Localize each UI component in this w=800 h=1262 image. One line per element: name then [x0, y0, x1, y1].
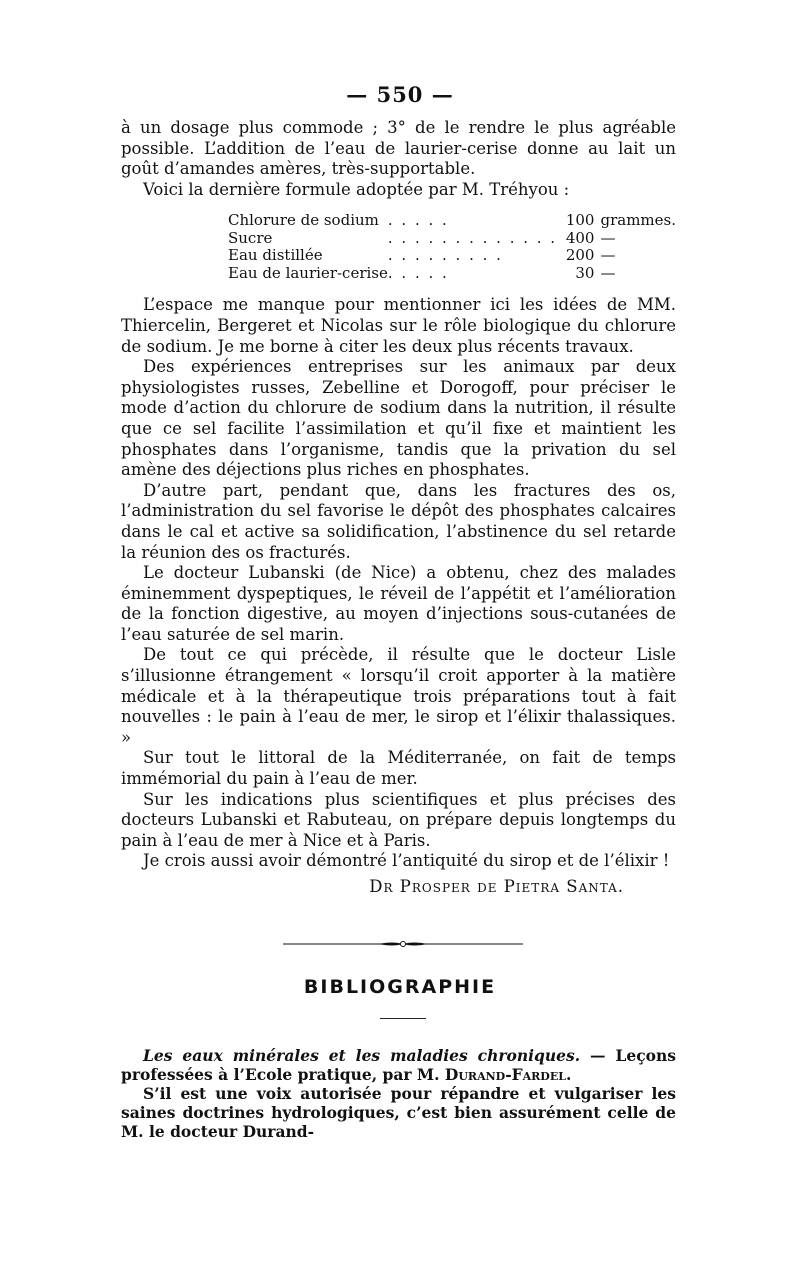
formula-row	[228, 265, 676, 283]
main-text	[121, 118, 676, 898]
biblio-title: Les eaux minérales et les maladies chroniques.	[143, 1046, 581, 1065]
formula-ingredient: Sucre	[228, 228, 273, 247]
biblio-author: Durand-Fardel.	[444, 1065, 572, 1084]
formula-quantity: 30	[575, 263, 595, 282]
formula-quantity: 200	[565, 246, 595, 265]
biblio-citation-text: — Leçons professées à l’Ecole pratique, par M.	[121, 1046, 676, 1084]
formula-row	[228, 212, 676, 230]
paragraph: Le docteur Lubanski (de Nice) a obtenu, chez des malades éminemment dyspeptiques, le réveil de l’appétit et l’amélioration de la fonction digestive, au moyen d’injections sous-cutanées de l’eau saturée de sel marin.	[121, 563, 676, 644]
signature: Dr Prosper de Pietra Santa.	[369, 877, 624, 896]
paragraph: L’espace me manque pour mentionner ici les idées de MM. Thiercelin, Bergeret et Nicolas sur le rôle biologique du chlorure de sodium. Je me borne à citer les deux plus récents travaux.	[121, 295, 676, 356]
formula-row	[228, 247, 676, 265]
formula-unit: —	[600, 228, 616, 247]
paragraph: Voici la dernière formule adoptée par M. Tréhyou :	[143, 179, 570, 199]
formula-dots: . . . . .	[387, 211, 449, 230]
paragraph: D’autre part, pendant que, dans les fractures des os, l’administration du sel favorise le dépôt des phosphates calcaires dans le cal et active sa solidification, l’abstinence du sel retarde la réunion des os fracturés.	[121, 480, 676, 562]
paragraph: De tout ce qui précède, il résulte que le docteur Lisle s’illusionne étrangement « lorsqu’il croit apporter à la matière médicale et à la thérapeutique trois préparations tout à fait nouvelles : le pain à l’eau de mer, le sirop et l’élixir thalassiques. »	[121, 645, 676, 747]
formula-ingredient: Eau distillée	[228, 246, 323, 265]
formula-quantity: 400	[565, 228, 595, 247]
formula-dots: . . . . . . . . .	[387, 246, 503, 265]
formula-ingredient: Eau de laurier-cerise	[228, 263, 388, 282]
formula-unit: —	[600, 246, 616, 265]
bibliography-entry	[121, 1046, 676, 1141]
paragraph: Des expériences entreprises sur les animaux par deux physiologistes russes, Zebelline et Dorogoff, pour préciser le mode d’action du chlorure de sodium dans la nutrition, il résulte que ce sel facilite l’assimilation et qu’il fixe et maintient les phosphates dans l’organisme, tandis que la privation du sel amène des déjections plus riches en phosphates.	[121, 357, 676, 480]
formula-quantity: 100	[565, 211, 595, 230]
formula-table	[228, 212, 676, 282]
section-heading: BIBLIOGRAPHIE	[303, 976, 497, 998]
formula-dots: . . . . . . . . . . . . .	[387, 228, 558, 247]
formula-unit: grammes.	[600, 211, 676, 230]
paragraph: à un dosage plus commode ; 3° de le rendre le plus agréable possible. L’addition de l’eau de laurier-cerise donne au lait un goût d’amandes amères, très-supportable.	[121, 118, 676, 179]
paragraph: Sur tout le littoral de la Méditerranée, on fait de temps immémorial du pain à l’eau de mer.	[121, 748, 676, 789]
paragraph: Sur les indications plus scientifiques et plus précises des docteurs Lubanski et Rabuteau, on prépare depuis longtemps du pain à l’eau de mer à Nice et à Paris.	[121, 789, 676, 850]
page-number: — 550 —	[346, 82, 454, 107]
divider	[380, 1018, 426, 1019]
formula-row	[228, 230, 676, 248]
paragraph: Je crois aussi avoir démontré l’antiquité du sirop et de l’élixir !	[143, 851, 670, 871]
formula-ingredient: Chlorure de sodium	[228, 211, 379, 230]
biblio-citation	[121, 1046, 676, 1084]
formula-dots: . . . . .	[387, 263, 449, 282]
biblio-paragraph: S’il est une voix autorisée pour répandre et vulgariser les saines doctrines hydrologiques, c’est bien assurément celle de M. le docteur Durand-	[121, 1084, 676, 1141]
ornamental-rule	[283, 941, 523, 947]
formula-unit: —	[600, 263, 616, 282]
